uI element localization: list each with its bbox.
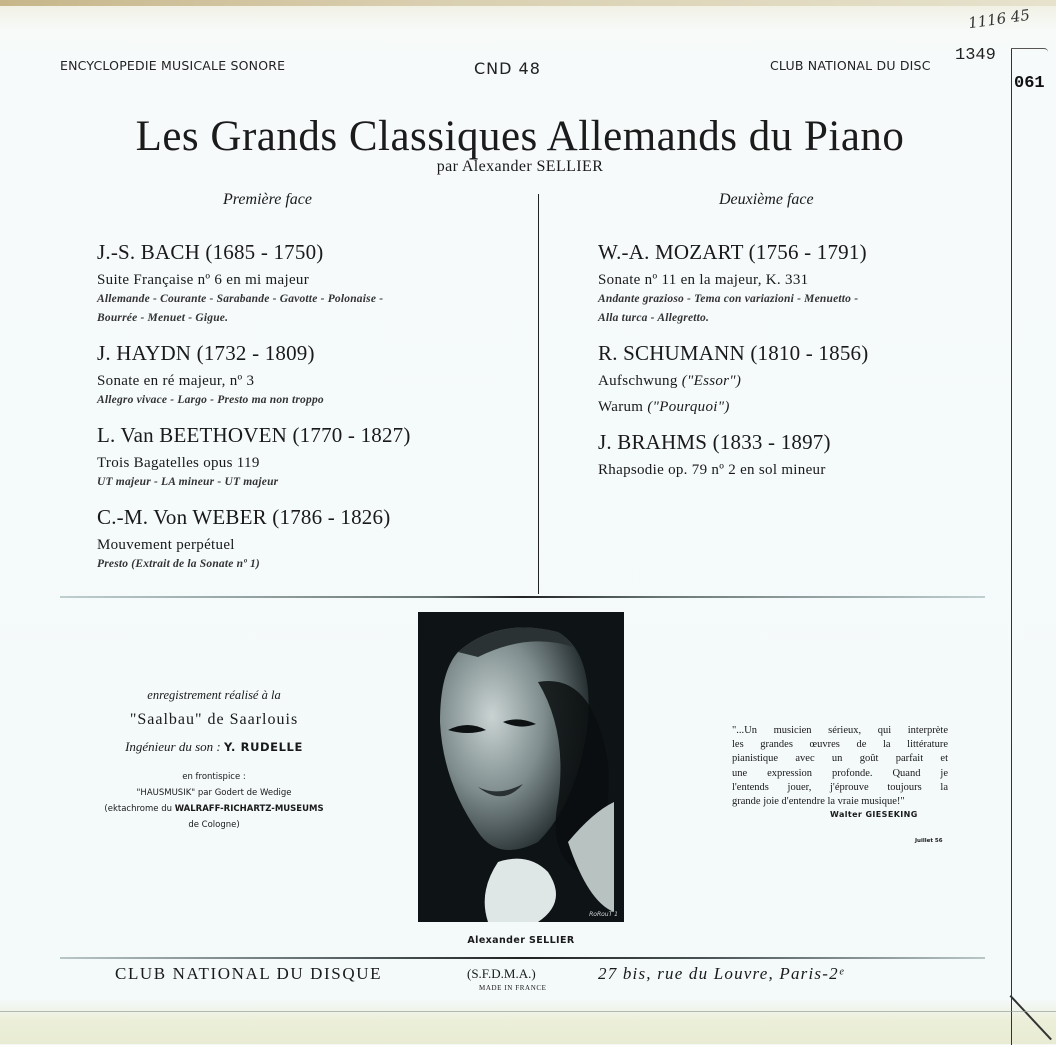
work-title-fr: ("Pourquoi") (647, 399, 730, 415)
sleeve-fold-line (0, 1011, 1056, 1012)
sleeve-top-edge (0, 0, 1056, 6)
column-divider (538, 194, 539, 594)
movements: UT majeur - LA mineur - UT majeur (97, 476, 279, 488)
work-title: Sonate en ré majeur, nº 3 (97, 373, 255, 389)
museum-name: WALRAFF-RICHARTZ-MUSEUMS (174, 804, 324, 814)
work-title: Rhapsodie op. 79 nº 2 en sol mineur (598, 462, 826, 478)
work-title-de: Warum (598, 399, 644, 415)
recording-credits (92, 688, 336, 833)
footer-club-name: CLUB NATIONAL DU DISQUE (115, 964, 383, 983)
sound-engineer (92, 739, 336, 755)
series-name: ENCYCLOPEDIE MUSICALE SONORE (60, 58, 286, 73)
piece-mozart (598, 240, 988, 328)
source-prefix: (ektachrome du (104, 804, 172, 814)
movements: Bourrée - Menuet - Gigue. (97, 312, 229, 324)
side-one-label: Première face (223, 191, 312, 208)
side-two-label: Deuxième face (719, 191, 814, 208)
quote-author: Walter GIESEKING (830, 810, 918, 819)
composer: R. SCHUMANN (1810 - 1856) (598, 341, 869, 365)
composer: J.-S. BACH (1685 - 1750) (97, 240, 324, 264)
movements: Allemande - Courante - Sarabande - Gavotte - Polonaise - (97, 293, 384, 305)
side-one-tracklist (97, 240, 517, 587)
quote-line: pianistique avec un goût parfait et (732, 753, 948, 765)
movements: Alla turca - Allegretto. (598, 312, 710, 324)
piece-schumann (598, 341, 988, 417)
label-name: CLUB NATIONAL DU DISC (770, 58, 931, 73)
composer: C.-M. Von WEBER (1786 - 1826) (97, 505, 391, 529)
piece-beethoven (97, 423, 517, 492)
album-byline: par Alexander SELLIER (436, 158, 604, 175)
piece-bach (97, 240, 517, 328)
work-title (598, 371, 988, 391)
frontispiece-source (92, 801, 336, 817)
portrait-illustration (418, 612, 624, 922)
frontispiece-city: de Cologne) (188, 820, 240, 830)
piece-brahms (598, 430, 988, 480)
footer-address: 27 bis, rue du Louvre, Paris-2ᵉ (598, 964, 845, 983)
footer-sfdma: (S.F.D.M.A.) (467, 966, 536, 981)
composer: J. BRAHMS (1833 - 1897) (598, 430, 831, 454)
frontispiece-work: "HAUSMUSIK" par Godert de Wedige (136, 788, 292, 798)
engineer-name: Y. RUDELLE (224, 740, 303, 754)
quote-line: l'entends jouer, j'éprouve toujours la (732, 781, 948, 793)
frontispiece-label: en frontispice : (182, 772, 246, 782)
review-quote (732, 724, 948, 809)
movements: Andante grazioso - Tema con variazioni - Menuetto - (598, 293, 859, 305)
composer: L. Van BEETHOVEN (1770 - 1827) (97, 423, 411, 447)
quote-line: "...Un musicien sérieux, qui interprète (732, 725, 948, 736)
composer: J. HAYDN (1732 - 1809) (97, 341, 315, 365)
work-title: Mouvement perpétuel (97, 537, 235, 553)
recording-note: enregistrement réalisé à la (147, 688, 281, 702)
portrait-caption: Alexander SELLIER (467, 935, 575, 946)
stamp-number: 1349 (955, 46, 996, 65)
handwritten-note: 1116 45 (967, 5, 1031, 33)
work-title: Suite Française nº 6 en mi majeur (97, 272, 309, 288)
quote-date: Juillet 56 (915, 838, 943, 844)
movements: Presto (Extrait de la Sonate nº 1) (97, 558, 260, 570)
catalog-number: CND 48 (474, 59, 541, 78)
artist-portrait (418, 612, 624, 922)
photographer-signature: RoRouT 1 (589, 911, 618, 918)
work-title: Trois Bagatelles opus 119 (97, 455, 260, 471)
work-title-fr: ("Essor") (681, 373, 742, 389)
sticker-code: 061 (1014, 74, 1045, 93)
quote-line: grande joie d'entendre la vraie musique!" (732, 796, 905, 808)
piece-haydn (97, 341, 517, 410)
recording-venue: "Saalbau" de Saarlouis (129, 711, 299, 728)
composer: W.-A. MOZART (1756 - 1791) (598, 240, 867, 264)
movements: Allegro vivace - Largo - Presto ma non troppo (97, 394, 324, 406)
quote-line: les grandes œuvres de la littérature (732, 739, 948, 751)
section-divider (60, 596, 985, 598)
side-two-tracklist (598, 240, 988, 493)
work-title: Sonate nº 11 en la majeur, K. 331 (598, 272, 809, 288)
engineer-label: Ingénieur du son : (125, 739, 221, 754)
footer-divider (60, 957, 985, 959)
album-title: Les Grands Classiques Allemands du Piano (135, 113, 905, 160)
catalog-sticker (1011, 48, 1048, 1045)
work-title-de: Aufschwung (598, 373, 678, 389)
made-in-france: MADE IN FRANCE (479, 984, 547, 992)
quote-line: une expression profonde. Quand je (732, 767, 948, 779)
piece-weber (97, 505, 517, 574)
work-title (598, 397, 988, 417)
